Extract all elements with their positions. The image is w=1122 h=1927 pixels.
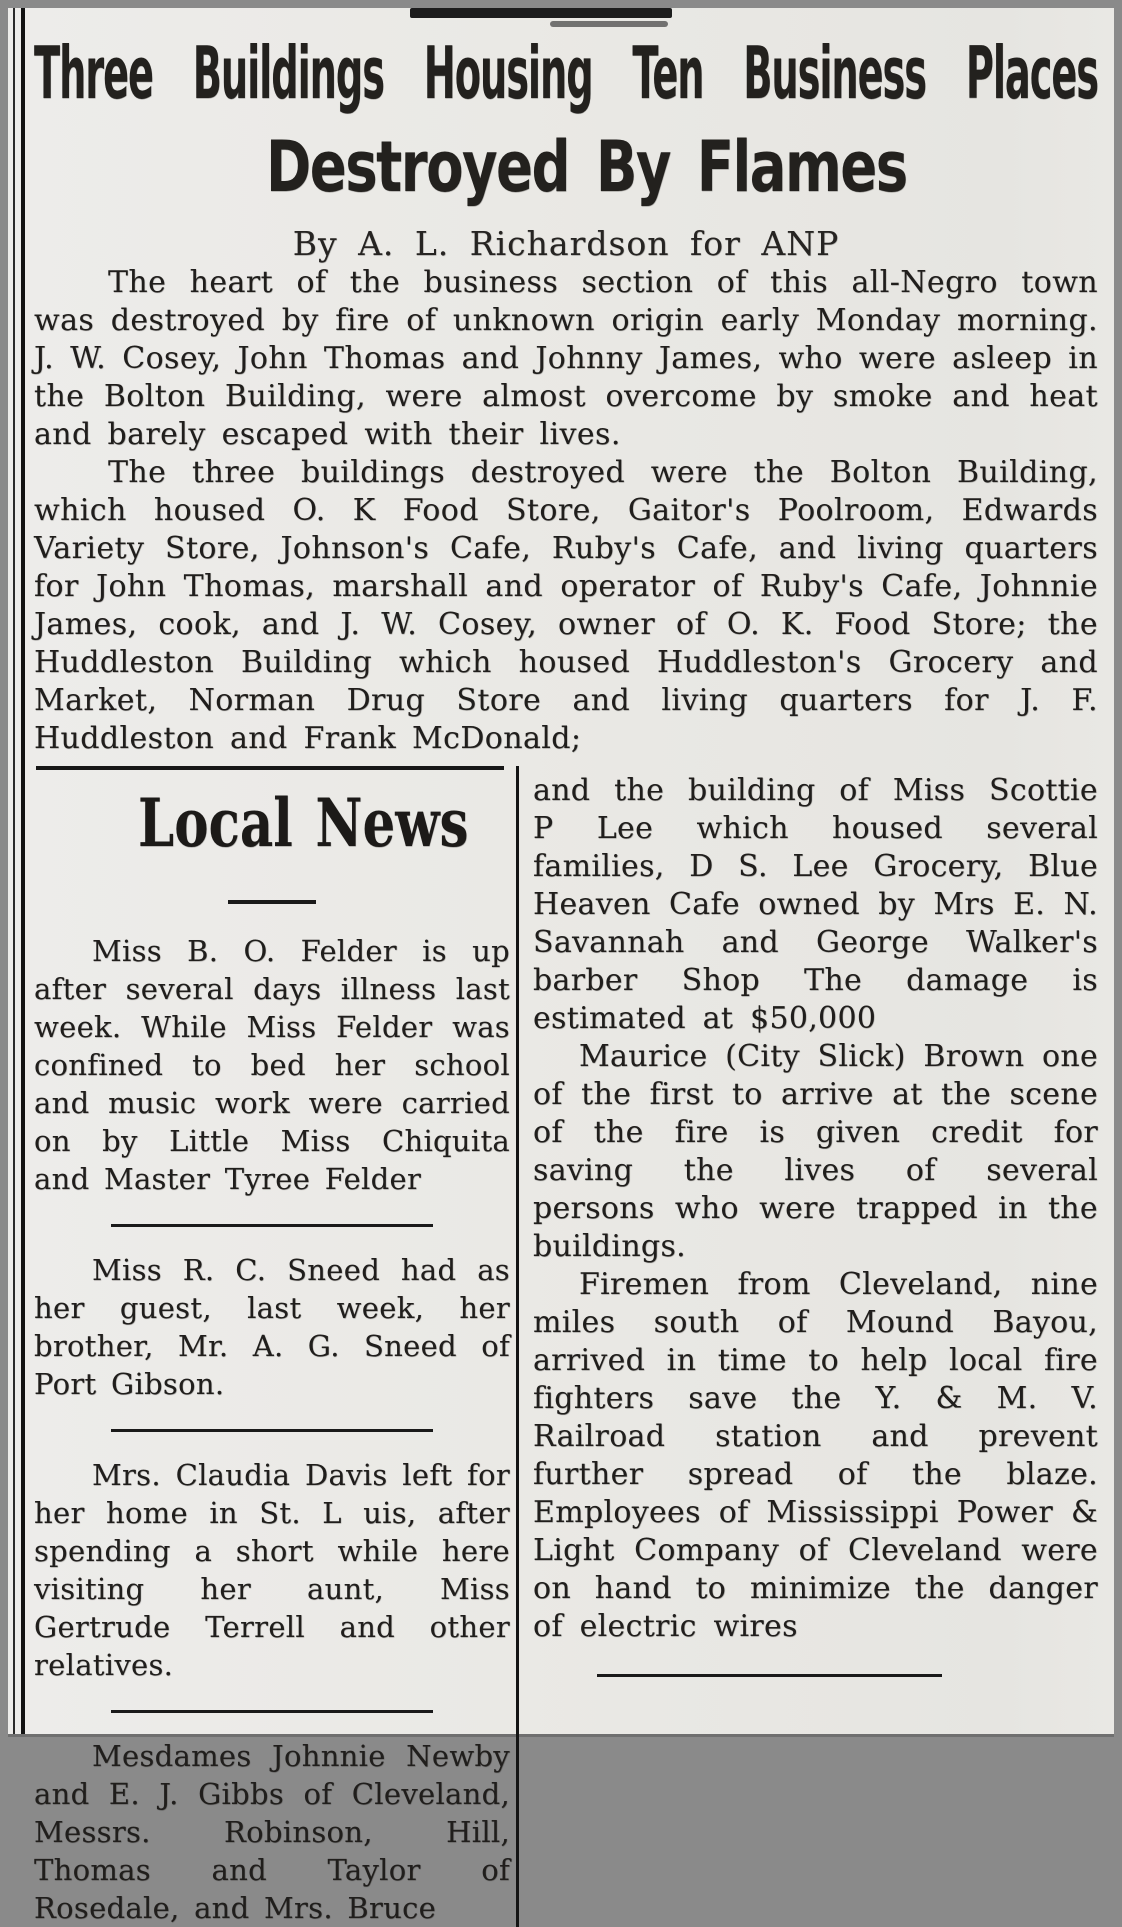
local-news-item: Mrs. Claudia Davis left for her home in St. L uis, after spending a short while here visiting her aunt, Miss Gertrude Terrell and other relatives. <box>34 1458 510 1682</box>
lead-section <box>34 264 1098 758</box>
left-column-rule-inner <box>21 8 25 1734</box>
column-top-rule <box>36 766 504 770</box>
continuation-paragraph: and the building of Miss Scottie P Lee which housed several families, D S. Lee Grocery, Blue Heaven Cafe owned by Mrs E. N. Savannah and George Walker's barber Shop The damage is estimated at $50,000 <box>533 773 1098 1036</box>
left-column-rule-outer <box>13 8 15 1734</box>
item-divider <box>111 1224 433 1227</box>
headline-row-1 <box>34 31 1098 118</box>
local-news-item: Mesdames Johnnie Newby and E. J. Gibbs of Cleveland, Messrs. Robinson, Hill, Thomas and Taylor of Rosedale, and Mrs. Bruce <box>34 1739 510 1925</box>
article-content <box>34 8 1098 1925</box>
local-news-item: Miss R. C. Sneed had as her guest, last week, her brother, Mr. A. G. Sneed of Port Gibson. <box>34 1253 510 1401</box>
headline-row-2 <box>34 128 1098 212</box>
local-news-title-row <box>34 786 510 870</box>
continuation-paragraph: Firemen from Cleveland, nine miles south of Mound Bayou, arrived in time to help local fire fighters save the Y. & M. V. Railroad station and prevent further spread of the blaze. Employees of Mississippi Power & Light Company of Cleveland were on hand to minimize the danger of electric wires <box>533 1267 1098 1644</box>
item-divider <box>111 1710 433 1713</box>
continuation-paragraph: Maurice (City Slick) Brown one of the first to arrive at the scene of the fire is given credit for saving the lives of several persons who were trapped in the buildings. <box>533 1039 1098 1264</box>
lead-paragraph-1: The heart of the business section of this all-Negro town was destroyed by fire of unknown origin early Monday morning. J. W. Cosey, John Thomas and Johnny James, who were asleep in the Bolton Building, were almost overcome by smoke and heat and barely escaped with their lives. <box>34 265 1098 452</box>
two-column-section <box>34 766 1098 1927</box>
title-divider <box>228 900 316 904</box>
article-continuation-column <box>516 766 1098 1927</box>
headline-line-2: Destroyed By Flames <box>266 126 907 208</box>
end-divider <box>597 1674 942 1677</box>
item-divider <box>111 1429 433 1432</box>
local-news-title: Local News <box>138 784 469 862</box>
byline: By A. L. Richardson for ANP <box>292 224 840 263</box>
local-news-item: Miss B. O. Felder is up after several days illness last week. While Miss Felder was confined to bed her school and music work were carried on by Little Miss Chiquita and Master Tyree Felder <box>34 934 510 1196</box>
local-news-column <box>34 766 516 1927</box>
headline-line-1: Three Buildings Housing Ten Business Places <box>34 31 1098 115</box>
lead-paragraph-2: The three buildings destroyed were the Bolton Building, which housed O. K Food Store, Gaitor's Poolroom, Edwards Variety Store, Johnson's Cafe, Ruby's Cafe, and living quarters for John Thomas, marshall and operator of Ruby's Cafe, Johnnie James, cook, and J. W. Cosey, owner of O. K. Food Store; the Huddleston Building which housed Huddleston's Grocery and Market, Norman Drug Store and living quarters for J. F. Huddleston and Frank McDonald; <box>34 455 1098 756</box>
newspaper-page <box>8 8 1114 1925</box>
